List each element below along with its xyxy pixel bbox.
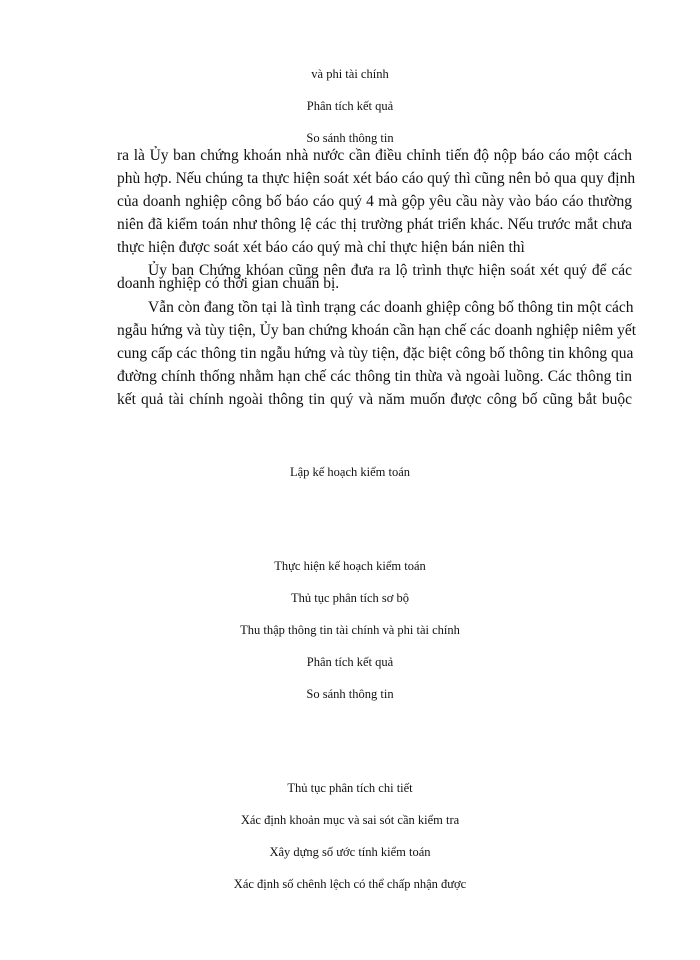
flow-planning-label: Lập kế hoạch kiểm toán	[289, 465, 411, 479]
flow-execution-label: Thực hiện kế hoạch kiểm toán	[274, 559, 426, 573]
flow-preliminary-item-2: Thu thập thông tin tài chính và phi tài chính	[240, 623, 460, 637]
body-text-line: doanh nghiệp có thời gian chuẩn bị.	[117, 275, 340, 292]
flow-top-item-1: và phi tài chính	[311, 67, 389, 81]
body-text-line: ngẫu hứng và tùy tiện, Ủy ban chứng khoán cần hạn chế các doanh nghiệp niêm yết	[117, 322, 637, 339]
body-text-line: thực hiện được soát xét báo cáo quý mà chỉ thực hiện bán niên thì	[117, 239, 525, 256]
flow-preliminary-item-3: Phân tích kết quả	[306, 655, 394, 669]
flow-detailed-item-3: Xây dựng số ước tính kiểm toán	[269, 845, 431, 859]
body-text-line: của doanh nghiệp công bố báo cáo quý 4 mà gộp yêu cầu này vào báo cáo thường	[117, 193, 632, 210]
body-text-line: Ủy ban Chứng khóan cũng nên đưa ra lộ trình thực hiện soát xét quý để các	[148, 262, 632, 279]
body-text-line: đường chính thống nhằm hạn chế các thông tin thừa và ngoài luồng. Các thông tin	[117, 368, 632, 385]
body-text-line: ra là Ủy ban chứng khoán nhà nước cần điều chỉnh tiến độ nộp báo cáo một cách	[117, 147, 632, 164]
body-text-line: Vẫn còn đang tồn tại là tình trạng các doanh ghiệp công bố thông tin một cách	[148, 299, 634, 316]
flow-top-item-3: So sánh thông tin	[306, 131, 394, 145]
flow-top-item-2: Phân tích kết quả	[306, 99, 394, 113]
body-text-line: phù hợp. Nếu chúng ta thực hiện soát xét báo cáo quý thì cũng nên bỏ qua quy định	[117, 170, 636, 187]
flow-detailed-item-1: Thủ tục phân tích chi tiết	[287, 781, 413, 795]
body-text-line: cung cấp các thông tin ngẫu hứng và tùy tiện, đặc biệt công bố thông tin không qua	[117, 345, 634, 362]
flow-preliminary-item-1: Thủ tục phân tích sơ bộ	[290, 591, 410, 605]
flow-detailed-item-2: Xác định khoản mục và sai sót cần kiểm tra	[240, 813, 460, 827]
flow-detailed-item-4: Xác định số chênh lệch có thể chấp nhận được	[233, 877, 467, 891]
flow-preliminary-item-4: So sánh thông tin	[306, 687, 394, 701]
body-text-line: kết quả tài chính ngoài thông tin quý và năm muốn được công bố cũng bắt buộc	[117, 391, 632, 408]
body-text-line: niên đã kiểm toán như thông lệ các thị trường phát triển khác. Nếu trước mắt chưa	[117, 216, 632, 233]
